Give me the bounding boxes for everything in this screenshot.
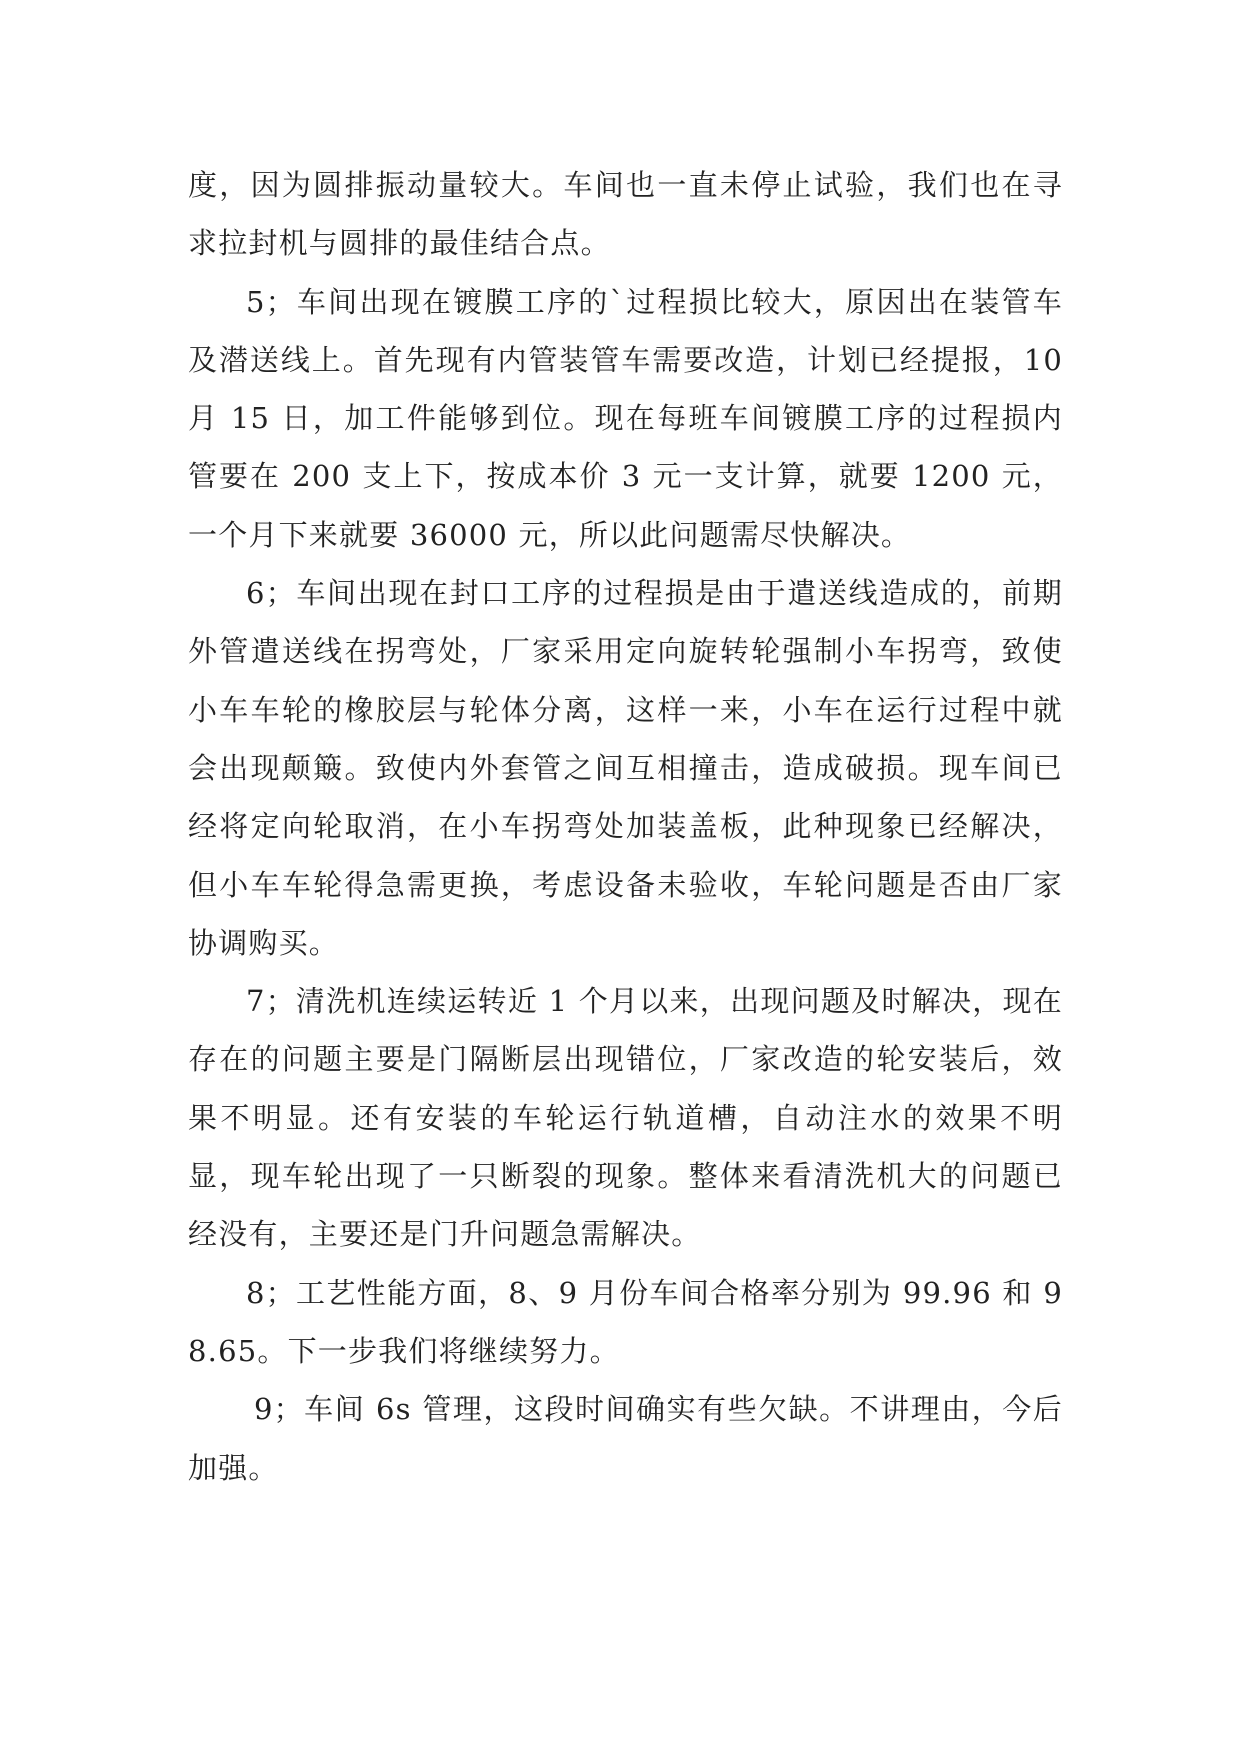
- paragraph-item-7: 7；清洗机连续运转近 1 个月以来，出现问题及时解决，现在存在的问题主要是门隔断层出现错位，厂家改造的轮安装后，效果不明显。还有安装的车轮运行轨道槽，自动注水的效果不明显，现车轮出现了一只断裂的现象。整体来看清洗机大的问题已经没有，主要还是门升问题急需解决。: [188, 984, 1063, 1252]
- paragraph-item-6: 6；车间出现在封口工序的过程损是由于遣送线造成的，前期外管遣送线在拐弯处，厂家采用定向旋转轮强制小车拐弯，致使小车车轮的橡胶层与轮体分离，这样一来，小车在运行过程中就会出现颠簸。致使内外套管之间互相撞击，造成破损。现车间已经将定向轮取消，在小车拐弯处加装盖板，此种现象已经解决，但小车车轮得急需更换，考虑设备未验收，车轮问题是否由厂家协调购买。: [188, 576, 1063, 960]
- paragraph-item-8: 8；工艺性能方面，8、9 月份车间合格率分别为 99.96 和 98.65。下一步我们将继续努力。: [188, 1275, 1063, 1368]
- document-body: [188, 156, 1063, 1497]
- paragraph-item-9: 9；车间 6s 管理，这段时间确实有些欠缺。不讲理由，今后加强。: [188, 1392, 1063, 1485]
- paragraph-continuation: 度，因为圆排振动量较大。车间也一直未停止试验，我们也在寻求拉封机与圆排的最佳结合点。: [188, 168, 1063, 261]
- paragraph-item-5: 5；车间出现在镀膜工序的`过程损比较大，原因出在装管车及潜送线上。首先现有内管装管车需要改造，计划已经提报，10 月 15 日，加工件能够到位。现在每班车间镀膜工序的过程损内管要在 200 支上下，按成本价 3 元一支计算，就要 1200 元，一个月下来就要 36000 元，所以此问题需尽快解决。: [188, 284, 1063, 552]
